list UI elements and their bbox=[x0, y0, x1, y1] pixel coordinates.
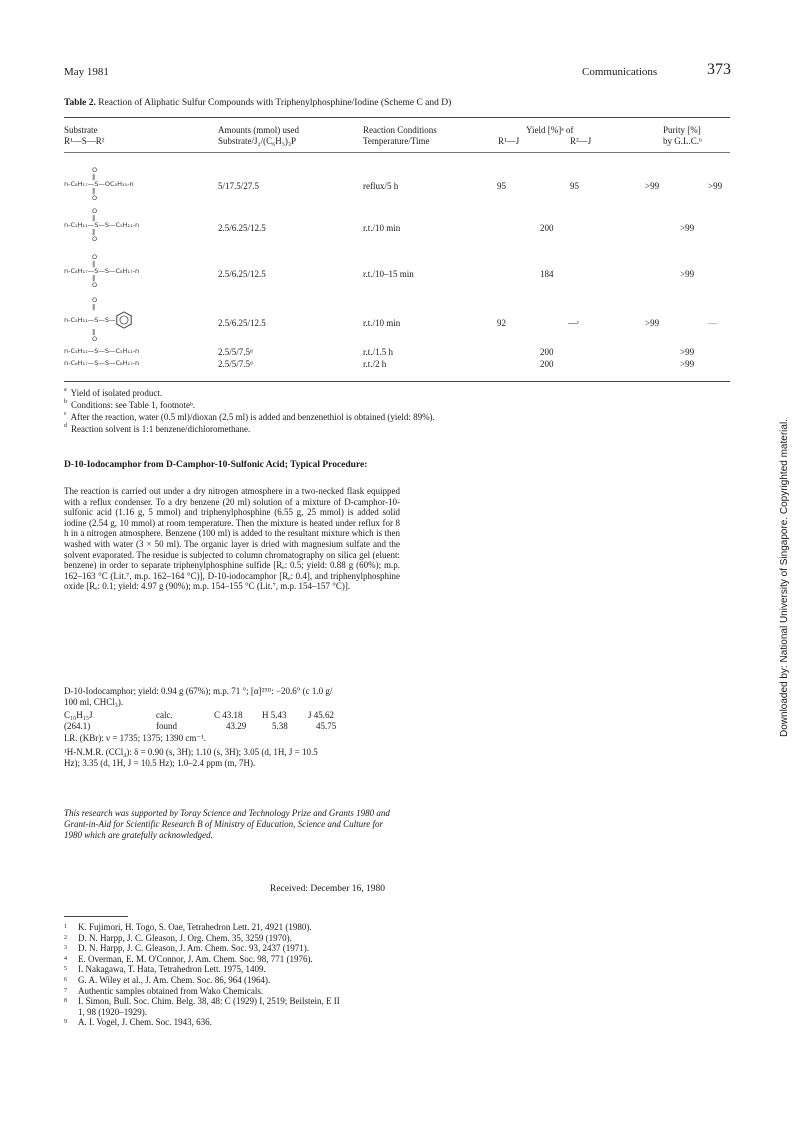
struct-double-bond-bottom: ‖ bbox=[92, 228, 96, 236]
table-row-3-structure bbox=[64, 254, 139, 289]
footnote-mark: b bbox=[64, 399, 67, 405]
table-row-3-amounts: 2.5/6.25/12.5 bbox=[218, 269, 266, 279]
struct-oxygen-top: O bbox=[92, 207, 98, 215]
procedure-heading: D-10-Iodocamphor from D-Camphor-10-Sulfonic Acid; Typical Procedure: bbox=[64, 460, 368, 470]
ir-data: I.R. (KBr): ν = 1735; 1375; 1390 cm⁻¹. bbox=[64, 733, 207, 743]
struct-double-bond-bottom: ‖ bbox=[92, 274, 96, 282]
reference-number: 3 bbox=[64, 945, 67, 952]
table-row-4-structure bbox=[64, 297, 133, 343]
page-number: 373 bbox=[707, 61, 731, 78]
table-row-5-purity: >99 bbox=[680, 347, 695, 357]
footnote-text: Yield of isolated product. bbox=[70, 388, 163, 398]
table-row-6-amounts: 2.5/5/7.5ᵈ bbox=[218, 359, 253, 369]
header-yield-r1: R¹—J bbox=[498, 136, 520, 146]
table-row-2-yield: 200 bbox=[540, 223, 554, 233]
reference-2 bbox=[64, 933, 404, 944]
header-substrate bbox=[64, 125, 104, 147]
header-purity-line1: Purity [%] bbox=[663, 125, 701, 135]
benzene-ring-icon bbox=[115, 311, 133, 329]
table-row-6-conditions: r.t./2 h bbox=[363, 359, 387, 369]
anal-calc-c: C 43.18 bbox=[214, 710, 243, 720]
struct-oxygen-bottom: O bbox=[92, 281, 98, 289]
table-row-6-yield: 200 bbox=[540, 359, 554, 369]
table-footnote-c bbox=[64, 412, 435, 422]
reference-6 bbox=[64, 975, 404, 986]
header-amounts-line2: Substrate/J₂/(C₆H₅)₃P bbox=[218, 136, 297, 146]
product-line-2: 100 ml, CHCl₃). bbox=[64, 697, 124, 707]
reference-number: 9 bbox=[64, 1019, 67, 1026]
reference-8-cont bbox=[64, 1007, 404, 1018]
reference-number: 6 bbox=[64, 976, 67, 983]
header-amounts-line1: Amounts (mmol) used bbox=[218, 125, 299, 135]
nmr-line-1: ¹H-N.M.R. (CCl₄): δ = 0.90 (s, 3H); 1.10 (s, 3H); 3.05 (d, 1H, J = 10.5 bbox=[64, 747, 318, 757]
footnote-mark: a bbox=[64, 387, 67, 393]
struct-formula: n-C₅H₁₁—S—S— bbox=[64, 315, 116, 324]
acknowledgement: This research was supported by Toray Science and Technology Prize and Grants 1980 and Grant-in-Aid for Scientific Research B of Ministry of Education, Science and Culture for 1980 which are gratefully acknowledged. bbox=[64, 808, 390, 840]
references-rule bbox=[64, 916, 128, 917]
table-row-1-amounts: 5/17.5/27.5 bbox=[218, 181, 260, 191]
reference-text: G. A. Wiley et al., J. Am. Chem. Soc. 86, 964 (1964). bbox=[78, 974, 271, 985]
header-yield-r2: R²—J bbox=[570, 136, 592, 146]
struct-double-bond-bottom: ‖ bbox=[92, 187, 96, 195]
struct-oxygen-top: O bbox=[92, 253, 98, 261]
table-row-4-yield-r2: —ᶜ bbox=[568, 318, 580, 328]
running-header-section: Communications bbox=[582, 66, 658, 78]
table-row-6-structure: n-C₈H₁₇—S—S—C₈H₁₇-n bbox=[64, 359, 140, 367]
table-top-rule bbox=[64, 117, 730, 118]
anal-calc-h: H 5.43 bbox=[262, 710, 287, 720]
struct-oxygen-bottom: O bbox=[92, 235, 98, 243]
struct-oxygen-bottom: O bbox=[92, 335, 98, 343]
table-caption: Reaction of Aliphatic Sulfur Compounds with Triphenylphosphine/Iodine (Scheme C and D) bbox=[95, 98, 452, 108]
table-row-4-purity-r1: >99 bbox=[645, 318, 660, 328]
table-row-1-structure bbox=[64, 167, 134, 202]
struct-oxygen-top: O bbox=[92, 166, 98, 174]
reference-text: Authentic samples obtained from Wako Chemicals. bbox=[78, 985, 264, 996]
reference-number: 8 bbox=[64, 998, 67, 1005]
table-row-5-yield: 200 bbox=[540, 347, 554, 357]
table-bottom-rule bbox=[64, 381, 730, 382]
received-date: Received: December 16, 1980 bbox=[270, 884, 386, 894]
struct-double-bond-top: ‖ bbox=[92, 303, 96, 311]
table-row-1-yield-r2: 95 bbox=[570, 181, 579, 191]
table-row-1-purity-r2: >99 bbox=[708, 181, 723, 191]
reference-8 bbox=[64, 996, 404, 1007]
table-row-6-purity: >99 bbox=[680, 359, 695, 369]
header-purity-line2: by G.L.C.ᵇ bbox=[663, 136, 702, 146]
anal-calc-label: calc. bbox=[156, 710, 173, 720]
struct-formula: n-C₈H₁₇—S—S—C₈H₁₇-n bbox=[64, 267, 140, 275]
struct-double-bond-top: ‖ bbox=[92, 214, 96, 222]
struct-formula: n-C₈H₁₇—S—OC₅H₁₁-n bbox=[64, 180, 134, 188]
anal-found-j: 45.75 bbox=[316, 721, 337, 731]
anal-formula: C₁₀H₁₅J bbox=[64, 710, 93, 720]
footnote-mark: c bbox=[64, 411, 67, 417]
table-row-5-amounts: 2.5/5/7.5ᵈ bbox=[218, 347, 253, 357]
nmr-line-2: Hz); 3.35 (d, 1H, J = 10.5 Hz); 1.0–2.4 ppm (m, 7H). bbox=[64, 758, 256, 768]
table-footnote-d bbox=[64, 424, 250, 434]
table-row-2-purity: >99 bbox=[680, 223, 695, 233]
reference-text: D. N. Harpp, J. C. Gleason, J. Am. Chem. Soc. 93, 2437 (1971). bbox=[78, 943, 309, 954]
table-row-5-conditions: r.t./1.5 h bbox=[363, 347, 394, 357]
product-line-1: D-10-Iodocamphor; yield: 0.94 g (67%); m.p. 71 °; [α]²⁵ᴰ: −20.6° (c 1.0 g/ bbox=[64, 686, 333, 696]
table-row-1-purity-r1: >99 bbox=[645, 181, 660, 191]
struct-double-bond-top: ‖ bbox=[92, 260, 96, 268]
struct-oxygen-bottom: O bbox=[92, 194, 98, 202]
table-header-rule bbox=[64, 152, 730, 153]
reference-7 bbox=[64, 986, 404, 997]
reference-text: I. Simon, Bull. Soc. Chim. Belg. 38, 48: C (1929) I, 2519; Beilstein, E II bbox=[78, 996, 340, 1007]
header-conditions-line2: Temperature/Time bbox=[363, 136, 430, 146]
struct-double-bond-bottom: ‖ bbox=[92, 328, 96, 336]
table-row-2-conditions: r.t./10 min bbox=[363, 223, 401, 233]
anal-found-h: 5.38 bbox=[272, 721, 288, 731]
table-label: Table 2. bbox=[64, 98, 96, 108]
reference-3 bbox=[64, 943, 404, 954]
reference-number: 4 bbox=[64, 955, 67, 962]
header-substrate-line2: R¹—S—R² bbox=[64, 136, 105, 146]
procedure-body: The reaction is carried out under a dry nitrogen atmosphere in a two-necked flask equipped with a reflux condenser. To a dry benzene (20 ml) solution of a mixture of D-camphor-10-sulfonic acid (1.16 g, 5 mmol) and triphenylphosphine (6.55 g, 25 mmol) is added solid iodine (2.54 g, 10 mmol) at room temperature. Then the mixture is heated under reflux for 8 h in a nitrogen atmosphere. Benzene (100 ml) is added to the resultant mixture which is then washed with water (3 × 50 ml). The organic layer is dried with magnesium sulfate and the solvent evaporated. The residue is subjected to column chromatography on silica gel (eluent: benzene) in order to separate triphenylphosphine sulfide [Rₑ: 0.5; yield: 0.88 g (60%); m.p. 162–163 °C (Lit.⁷, m.p. 162–164 °C)], D-10-iodocamphor [Rₑ: 0.4], and triphenylphosphine oxide [Rₑ: 0.1; yield: 4.97 g (90%); m.p. 154–155 °C (Lit.⁷, m.p. 154–157 °C)]. bbox=[64, 486, 400, 592]
footnote-text: After the reaction, water (0.5 ml)/dioxan (2.5 ml) is added and benzenethiol is obtained (yield: 89%). bbox=[70, 412, 435, 422]
struct-formula-row bbox=[64, 311, 133, 329]
table-row-4-conditions: r.t./10 min bbox=[363, 318, 401, 328]
anal-mw: (264.1) bbox=[64, 721, 91, 731]
reference-text: A. I. Vogel, J. Chem. Soc. 1943, 636. bbox=[78, 1017, 212, 1028]
reference-number: 5 bbox=[64, 966, 67, 973]
footnote-text: Conditions: see Table 1, footnoteᵇ. bbox=[71, 400, 195, 410]
table-row-5-structure: n-C₅H₁₁—S—S—C₅H₁₁-n bbox=[64, 347, 140, 355]
references-list bbox=[64, 922, 404, 1028]
struct-formula: n-C₅H₁₁—S—S—C₅H₁₁-n bbox=[64, 221, 140, 229]
reference-9 bbox=[64, 1017, 404, 1028]
reference-text: I. Nakagawa, T. Hata, Tetrahedron Lett. 1975, 1409. bbox=[78, 964, 266, 975]
header-yield: Yield [%]ᵃ of bbox=[526, 125, 574, 135]
reference-number: 7 bbox=[64, 987, 67, 994]
header-substrate-line1: Substrate bbox=[64, 125, 98, 135]
table-row-1-yield-r1: 95 bbox=[497, 181, 506, 191]
table-row-4-amounts: 2.5/6.25/12.5 bbox=[218, 318, 266, 328]
header-purity bbox=[663, 125, 702, 147]
reference-number: 2 bbox=[64, 934, 67, 941]
anal-found-label: found bbox=[156, 721, 177, 731]
anal-found-c: 43.29 bbox=[226, 721, 247, 731]
table-row-2-structure bbox=[64, 208, 139, 243]
table-row-3-yield: 184 bbox=[540, 269, 554, 279]
table-row-4-yield-r1: 92 bbox=[497, 318, 506, 328]
table-footnote-a bbox=[64, 388, 162, 398]
download-notice: Downloaded by: National University of Singapore. Copyrighted material. bbox=[779, 419, 790, 737]
reference-number: 1 bbox=[64, 924, 67, 930]
running-header-date: May 1981 bbox=[64, 66, 109, 78]
table-title bbox=[64, 98, 451, 108]
reference-1 bbox=[64, 922, 404, 933]
anal-calc-j: J 45.62 bbox=[308, 710, 335, 720]
table-row-3-conditions: r.t./10–15 min bbox=[363, 269, 414, 279]
header-amounts bbox=[218, 125, 299, 147]
reference-text: D. N. Harpp, J. C. Gleason, J. Org. Chem. 35, 3259 (1970). bbox=[78, 932, 292, 943]
table-row-4-purity-r2: — bbox=[708, 318, 717, 328]
table-footnote-b bbox=[64, 400, 195, 410]
reference-text: E. Overman, E. M. O'Connor, J. Am. Chem. Soc. 98, 771 (1976). bbox=[78, 953, 313, 964]
table-row-3-purity: >99 bbox=[680, 269, 695, 279]
struct-double-bond-top: ‖ bbox=[92, 173, 96, 181]
reference-text: 1, 98 (1920–1929). bbox=[78, 1006, 147, 1017]
reference-4 bbox=[64, 954, 404, 965]
table-row-1-conditions: reflux/5 h bbox=[363, 181, 399, 191]
header-conditions-line1: Reaction Conditions bbox=[363, 125, 437, 135]
header-conditions bbox=[363, 125, 437, 147]
reference-5 bbox=[64, 964, 404, 975]
footnote-mark: d bbox=[64, 423, 67, 429]
footnote-text: Reaction solvent is 1:1 benzene/dichloromethane. bbox=[71, 424, 251, 434]
table-row-2-amounts: 2.5/6.25/12.5 bbox=[218, 223, 266, 233]
reference-text: K. Fujimori, H. Togo, S. Oae, Tetrahedron Lett. 21, 4921 (1980). bbox=[78, 922, 312, 932]
struct-oxygen-top: O bbox=[92, 296, 98, 304]
